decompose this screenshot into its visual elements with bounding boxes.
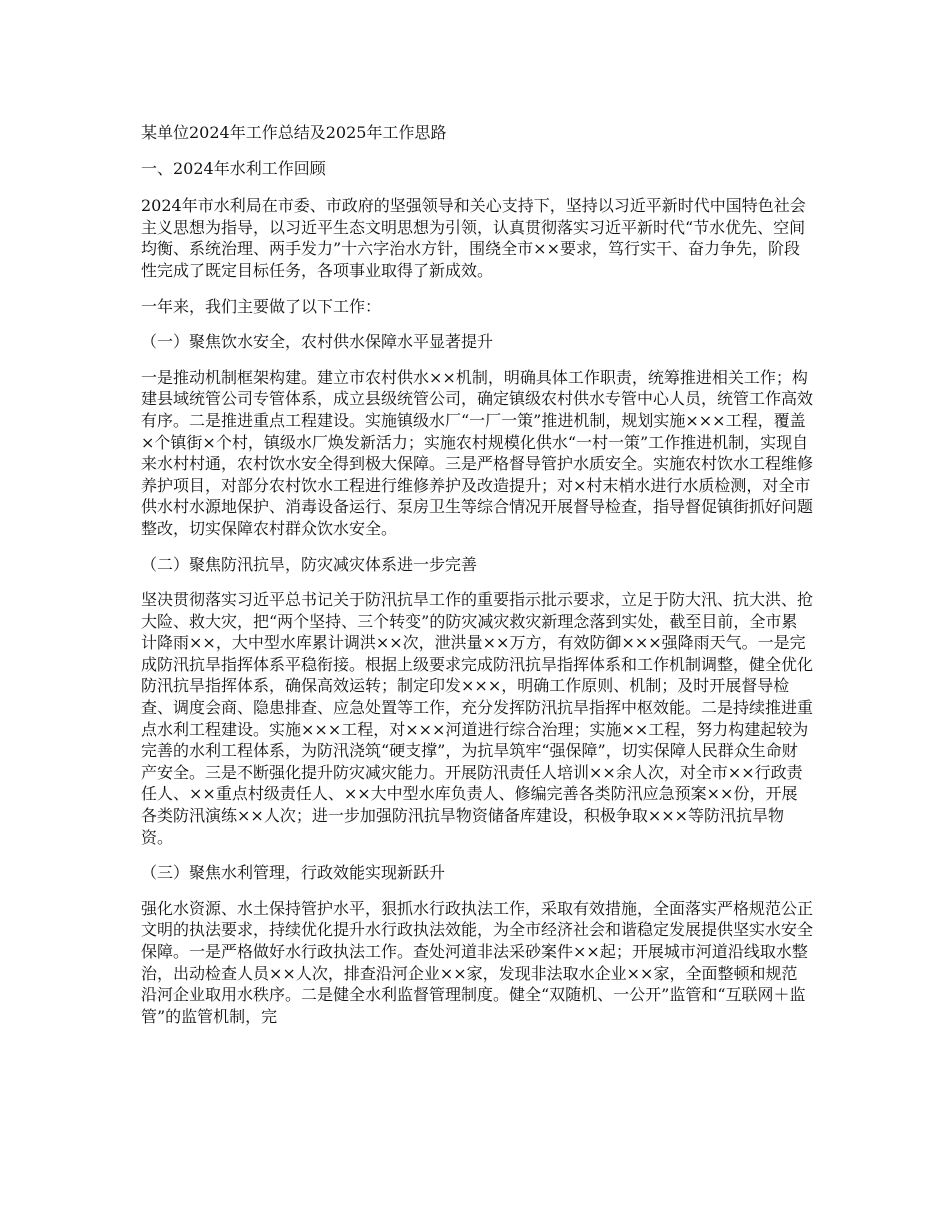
section-heading: 一、2024年水利工作回顾 (141, 158, 326, 178)
subsection-heading-1: （一）聚焦饮水安全，农村供水保障水平显著提升 (141, 332, 494, 352)
subsection-body-1: 一是推动机制框架构建。建立市农村供水××机制，明确具体工作职责，统筹推进相关工作；构建县域统管公司专管体系，成立县级统管公司，确定镇级农村供水专管中心人员，统管工作高效有序。二是推进重点工程建设。实施镇级水厂“一厂一策”推进机制，规划实施×××工程，覆盖×个镇街×个村，镇级水厂焕发新活力；实施农村规模化供水“一村一策”工作推进机制，实现自来水村村通，农村饮水安全得到极大保障。三是严格督导管护水质安全。实施农村饮水工程维修养护项目，对部分农村饮水工程进行维修养护及改造提升；对×村末梢水进行水质检测，对全市供水村水源地保护、消毒设备运行、泵房卫生等综合情况开展督导检查，指导督促镇街抓好问题整改，切实保障农村群众饮水安全。 (141, 367, 814, 538)
work-intro: 一年来，我们主要做了以下工作： (141, 296, 382, 316)
document-page (141, 122, 813, 1041)
intro-paragraph: 2024年市水利局在市委、市政府的坚强领导和关心支持下，坚持以习近平新时代中国特色社会主义思想为指导，以习近平生态文明思想为引领，认真贯彻落实习近平新时代“节水优先、空间均衡、系统治理、两手发力”十六字治水方针，围绕全市××要求，笃行实干、奋力争先，阶段性完成了既定目标任务，各项事业取得了新成效。 (141, 196, 806, 280)
subsection-body-3: 强化水资源、水土保持管护水平，狠抓水行政执法工作，采取有效措施，全面落实严格规范公正文明的执法要求，持续优化提升水行政执法效能，为全市经济社会和谐稳定发展提供坚实水安全保障。一是严格做好水行政执法工作。查处河道非法采砂案件××起；开展城市河道沿线取水整治，出动检查人员××人次，排查沿河企业××家，发现非法取水企业××家，全面整顿和规范沿河企业取用水秩序。二是健全水利监督管理制度。健全“双随机、一公开”监管和“互联网＋监管”的监管机制，完 (141, 898, 814, 1026)
subsection-heading-2: （二）聚焦防汛抗旱，防灾减灾体系进一步完善 (141, 554, 478, 574)
document-title: 某单位2024年工作总结及2025年工作思路 (141, 123, 447, 142)
subsection-body-2: 坚决贯彻落实习近平总书记关于防汛抗旱工作的重要指示批示要求，立足于防大汛、抗大洪、抢大险、救大灾，把“两个坚持、三个转变”的防灾减灾救灾新理念落到实处，截至目前，全市累计降雨××，大中型水库累计调洪××次，泄洪量××万方，有效防御×××强降雨天气。一是完成防汛抗旱指挥体系平稳衔接。根据上级要求完成防汛抗旱指挥体系和工作机制调整，健全优化防汛抗旱指挥体系，确保高效运转；制定印发×××，明确工作原则、机制；及时开展督导检查、调度会商、隐患排查、应急处置等工作，充分发挥防汛抗旱指挥中枢效能。二是持续推进重点水利工程建设。实施×××工程，对×××河道进行综合治理；实施××工程，努力构建起较为完善的水利工程体系，为防汛浇筑“硬支撑”，为抗旱筑牢“强保障”，切实保障人民群众生命财产安全。三是不断强化提升防灾减灾能力。开展防汛责任人培训××余人次，对全市××行政责任人、××重点村级责任人、××大中型水库负责人、修编完善各类防汛应急预案××份，开展各类防汛演练××人次；进一步加强防汛抗旱物资储备库建设，积极争取×××等防汛抗旱物资。 (141, 590, 814, 847)
subsection-heading-3: （三）聚焦水利管理，行政效能实现新跃升 (141, 863, 446, 883)
